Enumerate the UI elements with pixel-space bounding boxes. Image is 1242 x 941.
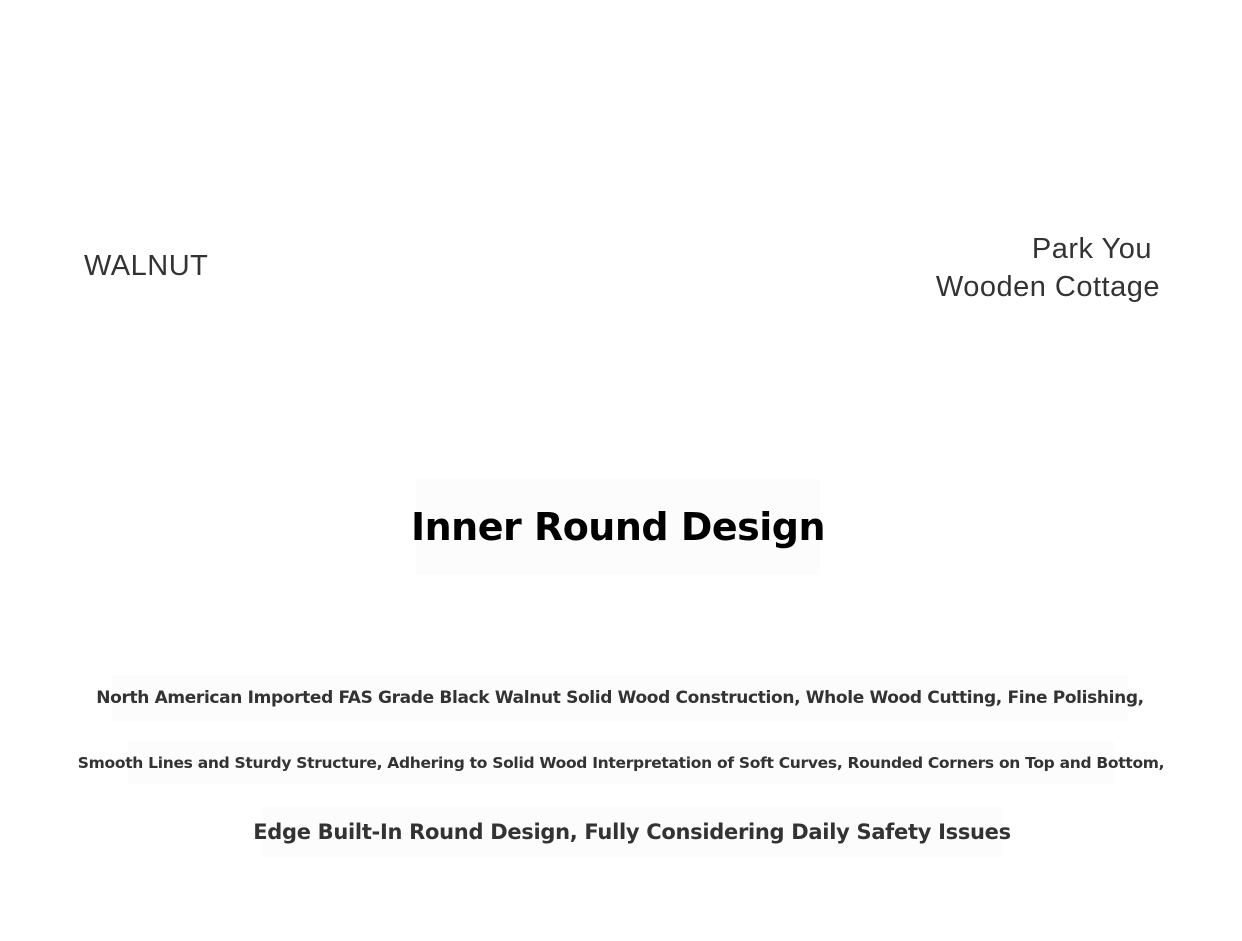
page-title: Inner Round Design — [410, 505, 826, 549]
walnut-label: WALNUT — [84, 250, 209, 282]
brand-name — [936, 230, 1160, 306]
description-line-2: Smooth Lines and Sturdy Structure, Adhering to Solid Wood Interpretation of Soft Curves, Rounded Corners on Top and Bottom, — [128, 742, 1114, 784]
description-line-1: North American Imported FAS Grade Black Walnut Solid Wood Construction, Whole Wood Cutting, Fine Polishing, — [112, 675, 1128, 721]
description-line-3: Edge Built-In Round Design, Fully Considering Daily Safety Issues — [262, 807, 1002, 857]
heading-container — [410, 479, 826, 575]
brand-name-line2: Wooden Cottage — [935, 271, 1160, 303]
brand-name-line1: Park You — [1031, 233, 1152, 265]
